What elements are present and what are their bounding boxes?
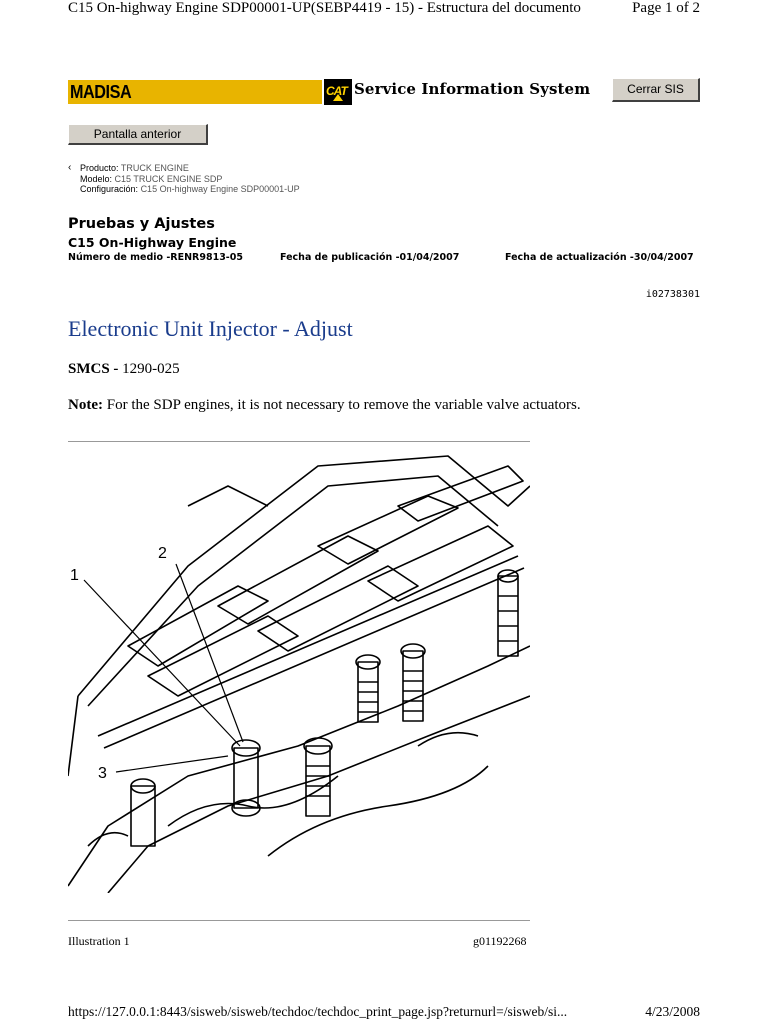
- sis-banner: [68, 78, 700, 104]
- cat-logo-triangle: [333, 94, 343, 101]
- print-page-number: Page 1 of 2: [632, 0, 700, 16]
- note-label: Note:: [68, 397, 103, 413]
- chevron-left-icon[interactable]: ‹: [68, 162, 72, 173]
- engine-illustration: [68, 446, 530, 893]
- dealer-brand-bar: [68, 80, 322, 104]
- model-value: C15 TRUCK ENGINE SDP: [114, 173, 223, 184]
- section-title: Pruebas y Ajustes: [68, 216, 215, 232]
- product-info: [68, 163, 300, 195]
- model-label: Modelo:: [80, 173, 113, 184]
- cat-logo-icon: [324, 79, 352, 105]
- section-subtitle: C15 On-Highway Engine: [68, 235, 237, 250]
- close-sis-button[interactable]: Cerrar SIS: [612, 78, 700, 102]
- media-number: Número de medio -RENR9813-05: [68, 252, 243, 263]
- article-heading: Electronic Unit Injector - Adjust: [68, 316, 353, 341]
- config-label: Configuración:: [80, 184, 139, 194]
- note-text: For the SDP engines, it is not necessary to remove the variable valve actuators.: [106, 397, 581, 413]
- callout-3: 3: [98, 765, 107, 782]
- footer-url: https://127.0.0.1:8443/sisweb/sisweb/techdoc/techdoc_print_page.jsp?returnurl=/sisweb/si...: [68, 1004, 568, 1019]
- figure-bottom-rule: [68, 920, 530, 921]
- cat-logo-text: CAT: [326, 84, 347, 98]
- smcs-label: SMCS -: [68, 361, 119, 377]
- product-value: TRUCK ENGINE: [120, 163, 189, 173]
- previous-screen-button[interactable]: Pantalla anterior: [68, 124, 208, 145]
- product-label: Producto:: [80, 163, 119, 173]
- footer-date: 4/23/2008: [645, 1004, 700, 1019]
- document-id: i02738301: [645, 289, 700, 300]
- smcs-value: 1290-025: [122, 361, 180, 377]
- note-line: [68, 397, 581, 414]
- graphic-id: g01192268: [473, 934, 527, 948]
- publication-date: Fecha de publicación -01/04/2007: [280, 252, 460, 263]
- figure-caption: Illustration 1: [68, 934, 130, 948]
- config-value: C15 On-highway Engine SDP00001-UP: [140, 184, 300, 194]
- callout-1: 1: [70, 567, 79, 584]
- smcs-line: [68, 361, 180, 378]
- update-date: Fecha de actualización -30/04/2007: [505, 252, 694, 263]
- figure-top-rule: [68, 441, 530, 442]
- dealer-brand: MADISA: [70, 82, 132, 102]
- system-title: Service Information System: [354, 80, 591, 98]
- print-header-title: C15 On-highway Engine SDP00001-UP(SEBP4419 - 15) - Estructura del documento: [68, 0, 581, 16]
- engine-line-drawing: [68, 446, 530, 893]
- callout-2: 2: [158, 545, 167, 562]
